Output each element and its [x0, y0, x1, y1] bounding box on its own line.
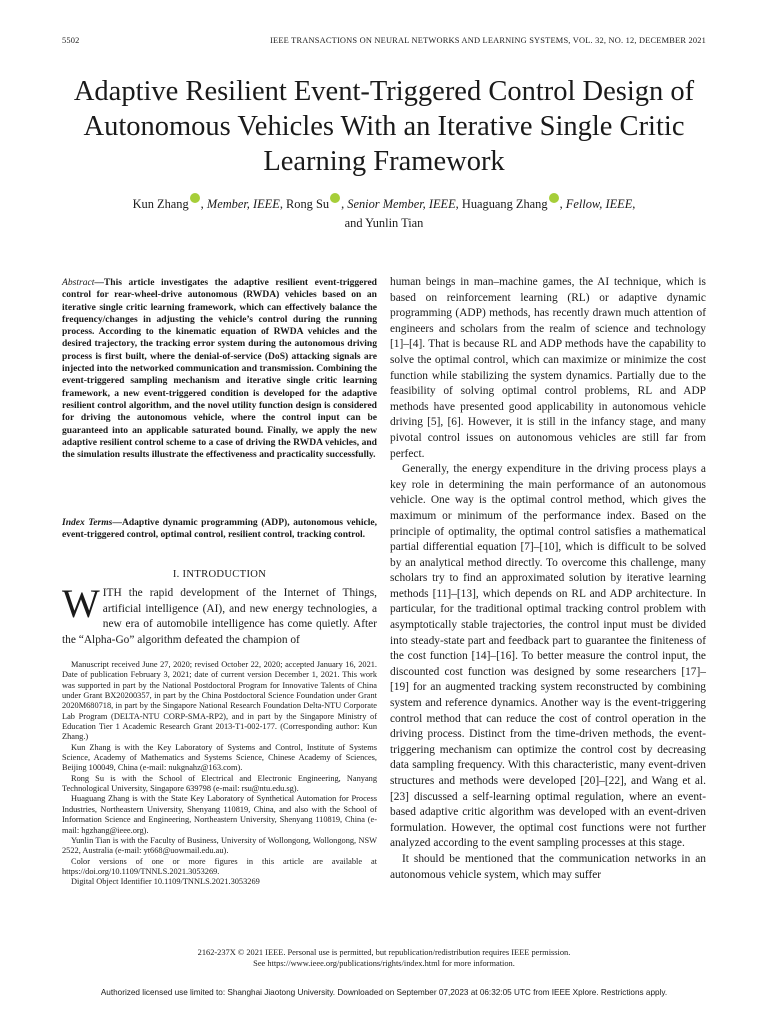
body-paragraph: Generally, the energy expenditure in the driving process plays a key role in determining the main performance of an autonomous vehicle. One way is the optimal control method, which gives the maximum or minimum of the performance index. Based on the principle of optimality, the optimal control satisfies a mathematical partial differential equation [7]–[10], which is difficult to be solved by an analytical method directly. To overcome this challenge, many scholars try to find an approximated solution by iterative learning methods [11]–[13], which depends on RL and ADP architecture. In particular, for the traditional optimal tracking control problem with asymptotically stable trajectories, the control input must be divided into steady-state part and feedback part to guarantee the finiteness of the cost function [14]–[16]. To better measure the control input, the discounted cost function was designed by some researchers [17]–[19] for an augmented tracking system reconstructed by combining system and reference dynamics. Another way is the event-triggering control method that can reduce the cost of control operation in the driving process. Distinct from the time-driven methods, the event-triggering mechanism can optimize the control cost by decreasing data sampling frequency. With this characteristic, many event-driven structures and methods were developed [20]–[22], and Wang et al. [23] discussed a self-learning optimal regulation, where an event-based adaptive critic algorithm was developed with an event-driven formulation. However, the optimal cost functions were not further analyzed according to the event sampling processes at this stage.	[390, 463, 706, 850]
copyright-line: 2162-237X © 2021 IEEE. Personal use is permitted, but republication/redistribution requires IEEE permission.	[197, 948, 571, 957]
footnotes	[62, 660, 377, 888]
index-terms-label: Index Terms	[62, 517, 113, 528]
footnote: Yunlin Tian is with the Faculty of Business, University of Wollongong, Wollongong, NSW 2522, Australia (e-mail: yt668@uowmail.edu.au).	[62, 835, 377, 856]
download-notice: Authorized licensed use limited to: Shanghai Jiaotong University. Downloaded on September 07,2023 at 06:32:05 UTC from IEEE Xplore. Restrictions apply.	[100, 988, 668, 997]
footnote: Huaguang Zhang is with the State Key Laboratory of Synthetical Automation for Process Industries, Northeastern University, Shenyang 110819, China, and also with the School of Information Science and Engineering, Northeastern University, Shenyang 110819, China (e-mail: hgzhang@ieee.org).	[62, 794, 377, 835]
abstract-label: Abstract	[62, 277, 95, 288]
footnote: Kun Zhang is with the Key Laboratory of Systems and Control, Institute of Systems Science, Academy of Mathematics and Systems Science, Chinese Academy of Sciences, Beijing 100049, China (e-mail: nukgnahz@163.com).	[62, 742, 377, 773]
author-name: Kun Zhang	[132, 197, 189, 212]
index-terms-text: Adaptive dynamic programming (ADP), autonomous vehicle, event-triggered control, optimal control, resilient control, tracking control.	[62, 517, 377, 541]
orcid-icon[interactable]	[190, 193, 200, 203]
journal-info: IEEE TRANSACTIONS ON NEURAL NETWORKS AND LEARNING SYSTEMS, VOL. 32, NO. 12, DECEMBER 2021	[270, 36, 706, 45]
author-name: Rong Su	[286, 197, 330, 212]
page-number: 5502	[62, 36, 80, 45]
author-role: Fellow, IEEE	[565, 197, 633, 212]
orcid-icon[interactable]	[330, 193, 340, 203]
body-paragraph: It should be mentioned that the communication networks in an autonomous vehicle system, which may suffer	[390, 852, 706, 881]
section-heading: I. INTRODUCTION	[172, 569, 267, 580]
footnote: Rong Su is with the School of Electrical and Electronic Engineering, Nanyang Technological University, Singapore 639798 (e-mail: rsu@ntu.edu.sg).	[62, 773, 377, 794]
index-terms: Index Terms—Adaptive dynamic programming (ADP), autonomous vehicle, event-triggered control, optimal control, resilient control, tracking control.	[62, 517, 377, 541]
abstract: Abstract—This article investigates the adaptive resilient event-triggered control for rear-wheel-drive autonomous (RWDA) vehicles based on an iterative single critic learning framework, which can effectively balance the frequency/changes in adjusting the vehicle’s control during the running process. According to the kinematic equation of RWDA vehicles and the desired trajectory, the tracking error system during the autonomous driving process is first built, where the denial-of-service (DoS) attacking signals are injected into the networked communication and transmission. Combining the event-triggered sampling mechanism and iterative single critic learning framework, a new event-triggered condition is developed for the adaptive resilient control algorithm, and the novel utility function design is considered for driving the autonomous vehicle, where the control input can be guaranteed into an applicable saturated bound. Finally, we apply the new adaptive resilient control scheme to a case of driving the RWDA vehicles, and the simulation results illustrate the effectiveness and practicality successfully.	[62, 277, 377, 461]
author-role: Member, IEEE	[206, 197, 280, 212]
author-list: Kun Zhang , Member, IEEE, Rong Su , Senior Member, IEEE, Huaguang Zhang , Fellow, IEEE, and Yunlin Tian	[60, 193, 708, 233]
body-paragraph: human beings in man–machine games, the AI technique, which is based on reinforcement learning (RL) or adaptive dynamic programming (ADP) methods, has recently drawn much attention of engineers and scholars from the realm of science and technology [1]–[4]. That is because RL and ADP methods have the capability to solve the optimal control, which can maximize or minimize the cost function while stabilizing the system dynamics. Partially due to the feasibility of solving optimal control problems, RL and ADP methods have presented good applicability in autonomous vehicle driving [5], [6]. However, it is still in the infancy stage, and many pivotal control issues on autonomous vehicles are still far from perfect.	[390, 276, 706, 460]
drop-cap: W	[62, 581, 100, 626]
footnote: Manuscript received June 27, 2020; revised October 22, 2020; accepted January 16, 2021. Date of publication February 3, 2021; date of current version December 1, 2021. This work was supported in part by the National Postdoctoral Program for Innovative Talents of China under Grant BX20200357, in part by the China Postdoctoral Science Foundation under Grant 2020M680718, in part by the Singapore National Research Foundation Delta-NTU Corporate Lab Program (DELTA-NTU CORP-SMA-RP2), and in part by the Singapore Ministry of Education Tier 1 Academic Research Grant 2013-T1-002-177. (Corresponding author: Kun Zhang.)	[62, 660, 377, 742]
right-column-text	[390, 275, 706, 883]
abstract-text: This article investigates the adaptive resilient event-triggered control for rear-wheel-drive autonomous (RWDA) vehicles based on an iterative single critic learning framework, which can effectively balance the frequency/changes in adjusting the vehicle’s control during the running process. According to the kinematic equation of RWDA vehicles and the desired trajectory, the tracking error system during the autonomous driving process is first built, where the denial-of-service (DoS) attacking signals are injected into the networked communication and transmission. Combining the event-triggered sampling mechanism and iterative single critic learning framework, a new event-triggered condition is developed for the adaptive resilient control algorithm, and the novel utility function design is considered for driving the autonomous vehicle, where the control input can be guaranteed into an applicable saturated bound. Finally, we apply the new adaptive resilient control scheme to a case of driving the RWDA vehicles, and the simulation results illustrate the effectiveness and practicality successfully.	[62, 277, 377, 461]
copyright-notice	[60, 947, 708, 969]
author-name: and Yunlin Tian	[344, 216, 424, 231]
author-role: Senior Member, IEEE	[347, 197, 456, 212]
author-name: Huaguang Zhang	[461, 197, 548, 212]
footnote: Color versions of one or more figures in this article are available at https://doi.org/10.1109/TNNLS.2021.3053269.	[62, 856, 377, 876]
orcid-icon[interactable]	[549, 193, 559, 203]
footnote: Digital Object Identifier 10.1109/TNNLS.2021.3053269	[71, 877, 260, 887]
intro-paragraph: ITH the rapid development of the Internet of Things, artificial intelligence (AI), and new energy technologies, a new era of automobile intelligence has come quietly. After the “Alpha-Go” algorithm defeated the champion of	[62, 587, 377, 646]
introduction-text	[62, 581, 377, 648]
copyright-link[interactable]: See https://www.ieee.org/publications/rights/index.html for more information.	[253, 959, 515, 968]
paper-title: Adaptive Resilient Event-Triggered Control Design of Autonomous Vehicles With an Iterative Single Critic Learning Framework	[73, 76, 695, 177]
